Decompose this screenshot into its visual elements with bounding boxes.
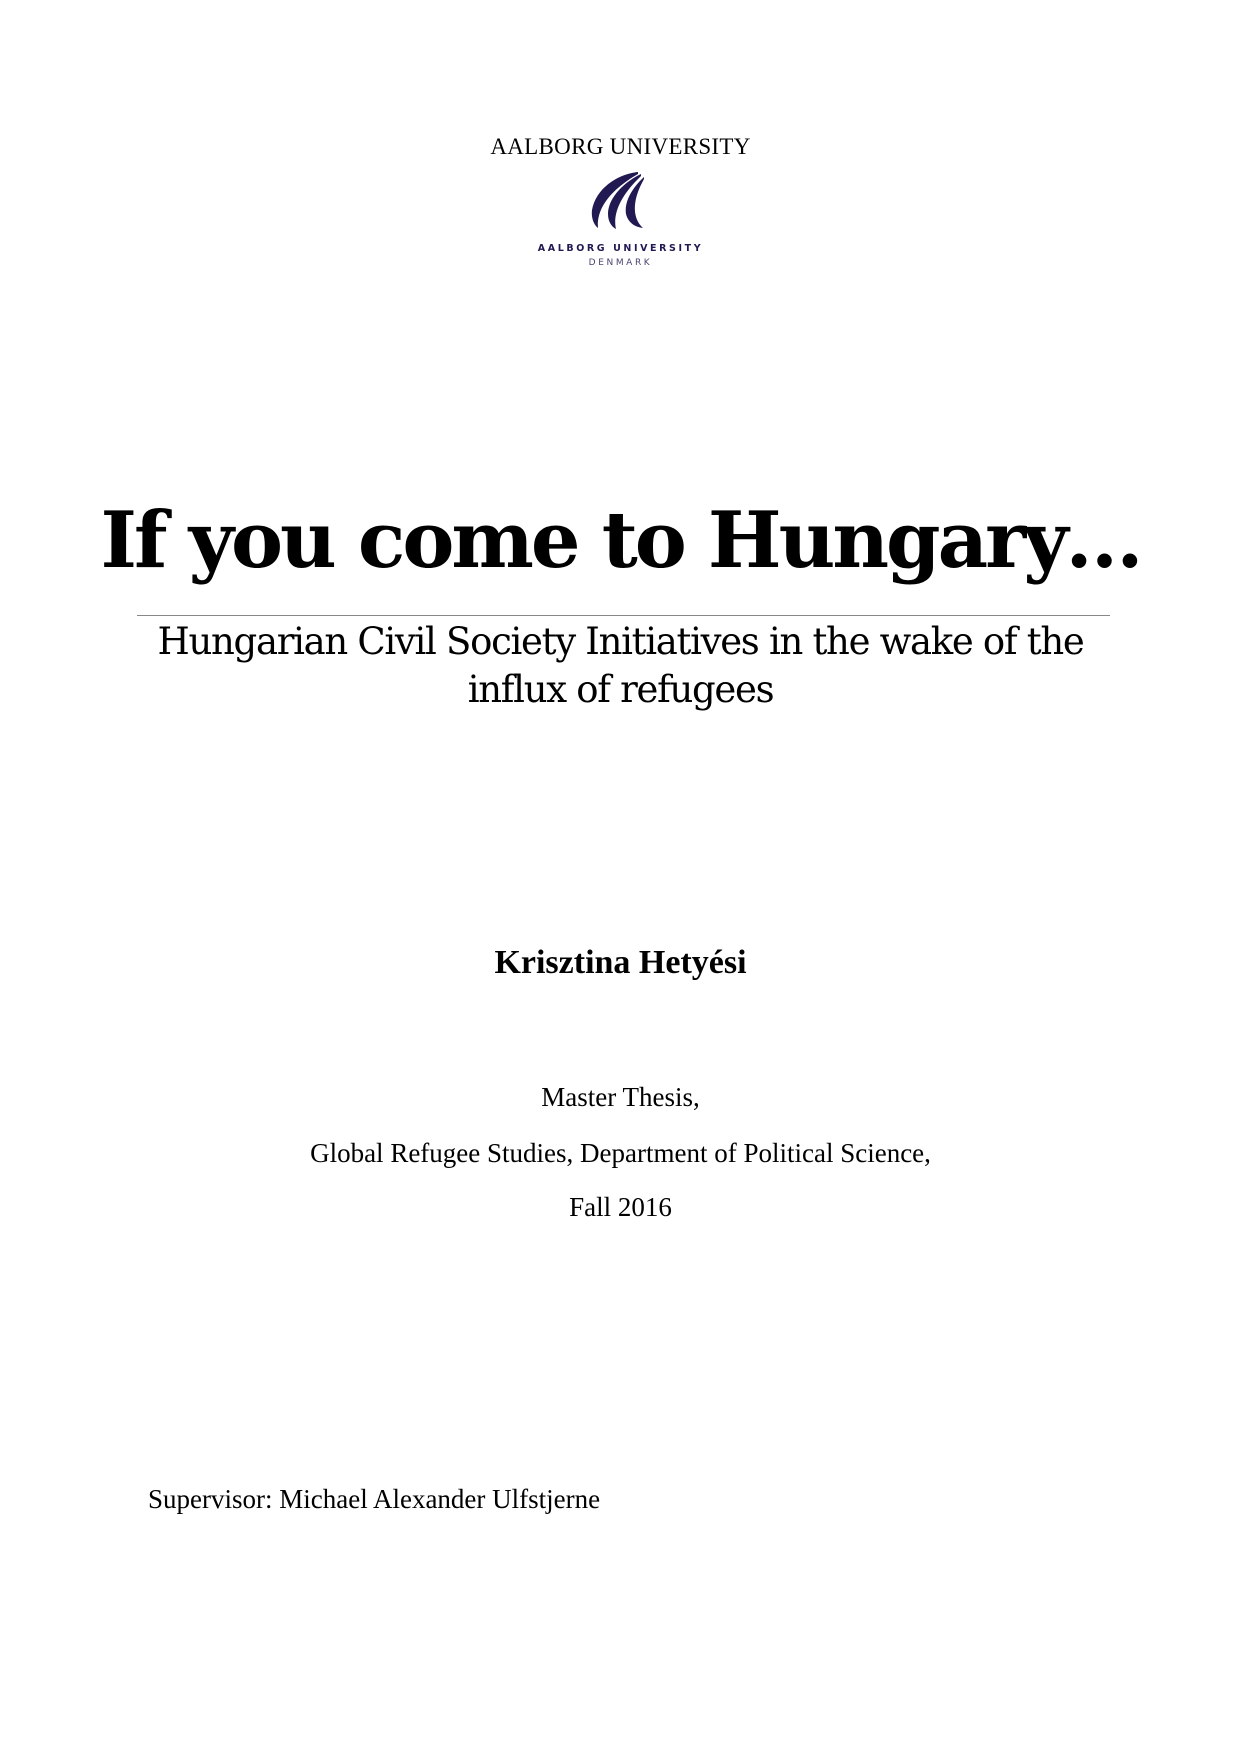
aalborg-university-logo-icon [588, 170, 646, 230]
author-name: Krisztina Hetyési [494, 944, 747, 981]
logo-country: DENMARK [588, 258, 653, 268]
logo-wordmark: AALBORG UNIVERSITY [537, 243, 704, 254]
title-divider [137, 615, 1110, 616]
thesis-title: If you come to Hungary… [100, 495, 1141, 586]
subtitle-line-2: influx of refugees [467, 668, 774, 711]
thesis-type: Master Thesis, [541, 1082, 700, 1112]
subtitle-line-1: Hungarian Civil Society Initiatives in the wake of the [157, 620, 1084, 663]
term: Fall 2016 [569, 1192, 672, 1222]
university-heading: AALBORG UNIVERSITY [490, 134, 751, 159]
department: Global Refugee Studies, Department of Political Science, [310, 1138, 931, 1168]
supervisor: Supervisor: Michael Alexander Ulfstjerne [148, 1484, 601, 1514]
